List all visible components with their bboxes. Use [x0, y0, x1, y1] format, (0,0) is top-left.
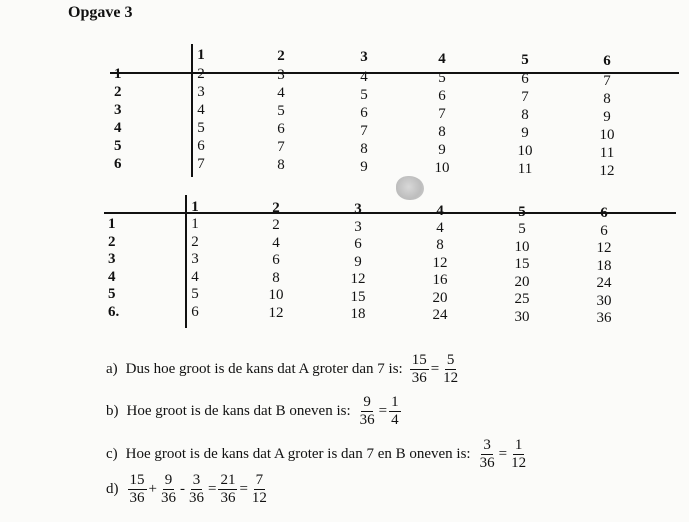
table-cell: 3: [354, 218, 362, 235]
table-cell: 7: [603, 72, 611, 89]
exercise-title: Opgave 3: [68, 4, 133, 21]
row-header: 3: [108, 251, 116, 267]
row-header: 4: [108, 268, 116, 285]
table-cell: 8: [438, 123, 446, 140]
numerator: 3: [192, 472, 201, 488]
table-cell: 4: [277, 85, 285, 102]
column-header: 3: [354, 201, 362, 218]
table-cell: 4: [436, 219, 444, 236]
numerator: 9: [363, 394, 371, 410]
fraction: [410, 352, 429, 387]
table-cell: 20: [432, 289, 448, 306]
table-cell: 3: [277, 67, 285, 84]
column-header: 1: [191, 199, 199, 215]
column-header: 2: [277, 48, 285, 65]
table-cell: 15: [350, 288, 366, 305]
table-cell: 5: [518, 221, 526, 238]
question-text: Hoe groot is de kans dat B oneven is:: [126, 403, 351, 419]
table-cell: 9: [360, 158, 368, 175]
denominator: 36: [359, 412, 375, 428]
table-cell: 6: [521, 71, 529, 88]
table-cell: 8: [360, 140, 368, 157]
table-cell: 8: [521, 107, 529, 124]
numerator: 3: [483, 437, 491, 453]
numerator: 7: [255, 472, 264, 488]
question-d: [106, 472, 270, 507]
row-header: 5: [114, 138, 122, 154]
denominator: 12: [251, 490, 267, 506]
table-cell: 16: [432, 272, 448, 289]
column-header: 5: [521, 51, 529, 68]
numerator: 1: [514, 437, 523, 453]
numerator: 15: [411, 352, 427, 368]
table-cell: 18: [350, 306, 366, 323]
column-header: 6: [603, 53, 611, 69]
fraction: [128, 472, 147, 507]
ink-blot: [396, 176, 424, 200]
table-cell: 8: [272, 269, 280, 286]
table-cell: 18: [596, 257, 612, 274]
question-a: [106, 352, 461, 387]
column-header: 2: [272, 200, 280, 217]
plus-sign: +: [148, 481, 157, 497]
table-cell: 20: [514, 273, 530, 290]
row-header: 4: [114, 120, 122, 136]
table-vertical-rule: [185, 195, 187, 328]
row-header: 2: [108, 233, 116, 250]
fraction: [187, 472, 206, 507]
question-text: Hoe groot is de kans dat A groter is dan 7 en B oneven is:: [125, 446, 471, 462]
table-vertical-rule: [191, 44, 193, 177]
table-cell: 7: [277, 139, 285, 156]
column-header: 6: [600, 205, 608, 221]
table-cell: 10: [514, 238, 530, 255]
table-cell: 6: [277, 121, 285, 138]
minus-sign: -: [179, 481, 185, 497]
table-cell: 8: [436, 237, 444, 254]
denominator: 36: [160, 490, 176, 506]
fraction: [389, 394, 401, 429]
table-cell: 3: [197, 84, 205, 100]
fraction: [441, 352, 460, 387]
denominator: 36: [188, 490, 204, 506]
denominator: 4: [391, 412, 399, 428]
column-header: 4: [438, 50, 446, 67]
fraction: [218, 472, 237, 507]
column-header: 1: [197, 47, 205, 63]
table-cell: 24: [432, 307, 448, 324]
table-cell: 36: [596, 310, 612, 326]
table-cell: 5: [360, 86, 368, 103]
table-cell: 3: [191, 251, 199, 267]
numerator: 1: [391, 394, 399, 410]
table-cell: 5: [191, 286, 199, 302]
table-cell: 5: [277, 103, 285, 120]
table-cell: 25: [514, 291, 530, 308]
question-label: b): [106, 403, 119, 419]
table-cell: 2: [191, 233, 199, 250]
equals-sign: =: [207, 481, 217, 497]
table-cell: 10: [517, 143, 533, 160]
table-cell: 30: [514, 308, 530, 325]
row-header: 2: [114, 84, 122, 100]
table-cell: 2: [272, 217, 280, 234]
table-cell: 7: [360, 122, 368, 139]
table-cell: 9: [354, 253, 362, 270]
table-cell: 11: [599, 144, 615, 161]
numerator: 15: [129, 472, 145, 488]
table-cell: 10: [599, 126, 615, 143]
table-cell: 6: [197, 138, 205, 154]
row-header: 3: [114, 102, 122, 118]
table-cell: 7: [521, 89, 529, 106]
table-cell: 11: [517, 161, 533, 178]
table-cell: 12: [268, 304, 284, 321]
row-header: 5: [108, 286, 116, 302]
table-cell: 6: [360, 104, 368, 121]
equals-sign: =: [378, 403, 388, 419]
table-cell: 24: [596, 275, 612, 291]
table-cell: 4: [360, 68, 368, 85]
table-cell: 6: [191, 303, 199, 320]
table-cell: 12: [350, 271, 366, 288]
table-cell: 4: [191, 268, 199, 285]
denominator: 12: [443, 370, 459, 386]
question-text: Dus hoe groot is de kans dat A groter dan 7 is:: [125, 361, 403, 377]
table-cell: 9: [438, 141, 446, 158]
table-cell: 5: [197, 120, 205, 136]
table-horizontal-rule: [104, 212, 676, 214]
table-cell: 4: [272, 234, 280, 251]
equals-sign: =: [430, 361, 440, 377]
table-cell: 9: [521, 125, 529, 142]
row-header: 6.: [108, 303, 120, 320]
table-cell: 7: [197, 156, 205, 172]
question-b: [106, 394, 402, 429]
table-cell: 12: [596, 240, 612, 256]
column-header: 3: [360, 49, 368, 66]
denominator: 36: [411, 370, 427, 386]
denominator: 12: [511, 455, 527, 471]
row-header: 6: [114, 156, 122, 172]
fraction: [478, 437, 497, 472]
table-cell: 30: [596, 292, 612, 309]
table-cell: 4: [197, 102, 205, 118]
numerator: 9: [164, 472, 173, 488]
denominator: 36: [220, 490, 236, 506]
table-cell: 6: [272, 252, 280, 269]
table-cell: 12: [599, 162, 615, 179]
fraction: [159, 472, 178, 507]
equals-sign: =: [498, 446, 508, 462]
table-cell: 6: [354, 236, 362, 253]
question-label: a): [106, 361, 118, 377]
table-cell: 10: [268, 287, 284, 304]
table-cell: 8: [277, 157, 285, 174]
equals-sign: =: [239, 481, 248, 497]
table-cell: 5: [438, 69, 446, 86]
question-label: d): [106, 481, 119, 497]
denominator: 36: [129, 490, 145, 506]
fraction: [250, 472, 269, 507]
row-header: 1: [114, 66, 122, 82]
fraction: [509, 437, 528, 472]
table-cell: 2: [197, 66, 205, 82]
question-c: [106, 437, 529, 472]
table-cell: 9: [603, 108, 611, 125]
question-label: c): [106, 446, 118, 462]
table-cell: 6: [438, 87, 446, 104]
table-cell: 15: [514, 256, 530, 273]
denominator: 36: [479, 455, 495, 471]
table-cell: 1: [191, 216, 199, 232]
table-horizontal-rule: [110, 72, 679, 74]
table-cell: 10: [434, 159, 450, 176]
numerator: 21: [220, 472, 236, 488]
table-cell: 7: [438, 105, 446, 122]
column-header: 5: [518, 203, 526, 220]
table-cell: 8: [603, 90, 611, 107]
table-cell: 12: [432, 254, 448, 271]
column-header: 4: [436, 202, 444, 219]
fraction: [358, 394, 377, 429]
row-header: 1: [108, 216, 116, 232]
numerator: 5: [446, 352, 455, 368]
table-cell: 6: [600, 222, 608, 239]
